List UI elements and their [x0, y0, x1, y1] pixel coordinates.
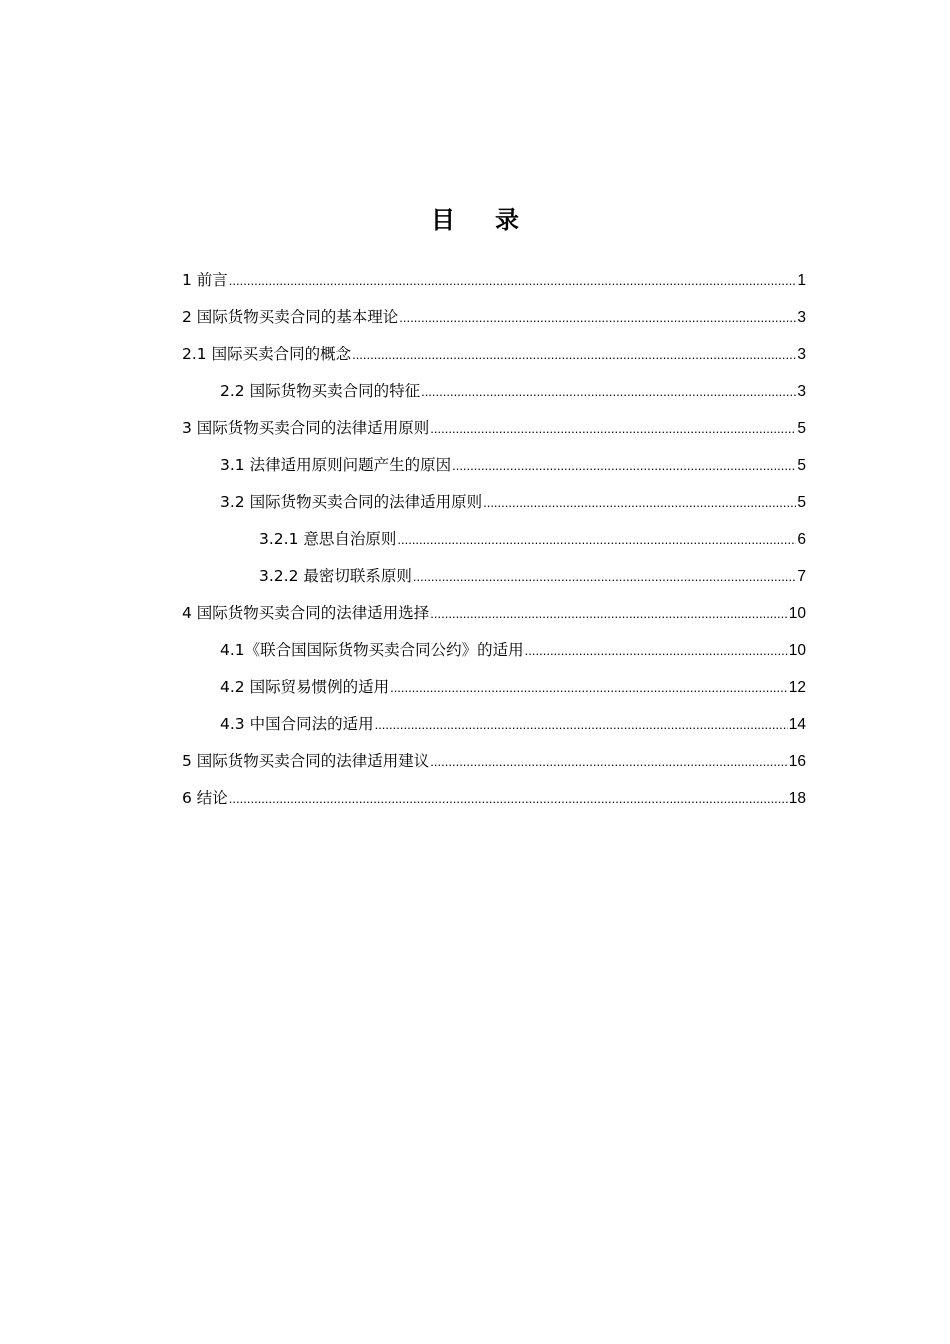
toc-entry[interactable] — [182, 373, 806, 410]
toc-entry-page: 3 — [797, 309, 806, 326]
toc-title: 目录 — [431, 206, 559, 234]
toc-dot-leader — [430, 410, 796, 447]
toc-entry[interactable] — [182, 521, 806, 558]
toc-entry[interactable] — [182, 743, 806, 780]
toc-entry[interactable] — [182, 299, 806, 336]
toc-entry-label: 3.1 法律适用原则问题产生的原因 — [220, 456, 452, 474]
toc-entry-page: 5 — [797, 420, 806, 437]
toc-entry-label: 2.2 国际货物买卖合同的特征 — [220, 382, 421, 400]
toc-entry-label: 3.2 国际货物买卖合同的法律适用原则 — [220, 493, 483, 511]
toc-entry-label: 5 国际货物买卖合同的法律适用建议 — [182, 752, 430, 770]
toc-entry-label: 4.2 国际贸易惯例的适用 — [220, 678, 390, 696]
toc-entry-label: 4 国际货物买卖合同的法律适用选择 — [182, 604, 430, 622]
toc-dot-leader — [430, 743, 787, 780]
toc-dot-leader — [413, 558, 797, 595]
toc-entry[interactable] — [182, 780, 806, 817]
toc-entry[interactable] — [182, 706, 806, 743]
toc-entry-label: 3.2.2 最密切联系原则 — [259, 567, 412, 585]
toc-dot-leader — [229, 780, 788, 817]
toc-entry-page: 5 — [797, 494, 806, 511]
toc-entry[interactable] — [182, 410, 806, 447]
toc-entry-page: 10 — [788, 642, 806, 659]
toc-entry-page: 5 — [797, 457, 806, 474]
toc-entry-page: 3 — [797, 346, 806, 363]
toc-entry-label: 4.3 中国合同法的适用 — [220, 715, 374, 733]
toc-dot-leader — [390, 669, 788, 706]
toc-entry[interactable] — [182, 632, 806, 669]
toc-entry-label: 3.2.1 意思自治原则 — [259, 530, 397, 548]
toc-dot-leader — [375, 706, 788, 743]
toc-entry-page: 6 — [797, 531, 806, 548]
toc-dot-leader — [352, 336, 796, 373]
toc-dot-leader — [452, 447, 796, 484]
toc-entry-label: 1 前言 — [182, 271, 228, 289]
toc-dot-leader — [397, 521, 796, 558]
toc-dot-leader — [525, 632, 788, 669]
toc-entry-label: 6 结论 — [182, 789, 228, 807]
toc-entry-label: 3 国际货物买卖合同的法律适用原则 — [182, 419, 430, 437]
toc-entry-label: 4.1《联合国国际货物买卖合同公约》的适用 — [220, 641, 524, 659]
toc-entry-page: 7 — [797, 568, 806, 585]
table-of-contents — [182, 262, 806, 817]
toc-entry[interactable] — [182, 484, 806, 521]
toc-entry[interactable] — [182, 336, 806, 373]
toc-entry[interactable] — [182, 262, 806, 299]
toc-entry-label: 2 国际货物买卖合同的基本理论 — [182, 308, 399, 326]
toc-entry-page: 16 — [788, 753, 806, 770]
toc-entry-page: 10 — [788, 605, 806, 622]
toc-entry[interactable] — [182, 669, 806, 706]
toc-dot-leader — [430, 595, 787, 632]
toc-entry-page: 12 — [788, 679, 806, 696]
toc-dot-leader — [229, 262, 797, 299]
toc-entry-page: 18 — [788, 790, 806, 807]
toc-entry[interactable] — [182, 558, 806, 595]
toc-entry[interactable] — [182, 595, 806, 632]
toc-entry-page: 1 — [797, 272, 806, 289]
toc-entry-label: 2.1 国际买卖合同的概念 — [182, 345, 352, 363]
toc-entry[interactable] — [182, 447, 806, 484]
toc-dot-leader — [483, 484, 796, 521]
toc-entry-page: 14 — [788, 716, 806, 733]
toc-entry-page: 3 — [797, 383, 806, 400]
toc-dot-leader — [421, 373, 796, 410]
toc-dot-leader — [399, 299, 796, 336]
